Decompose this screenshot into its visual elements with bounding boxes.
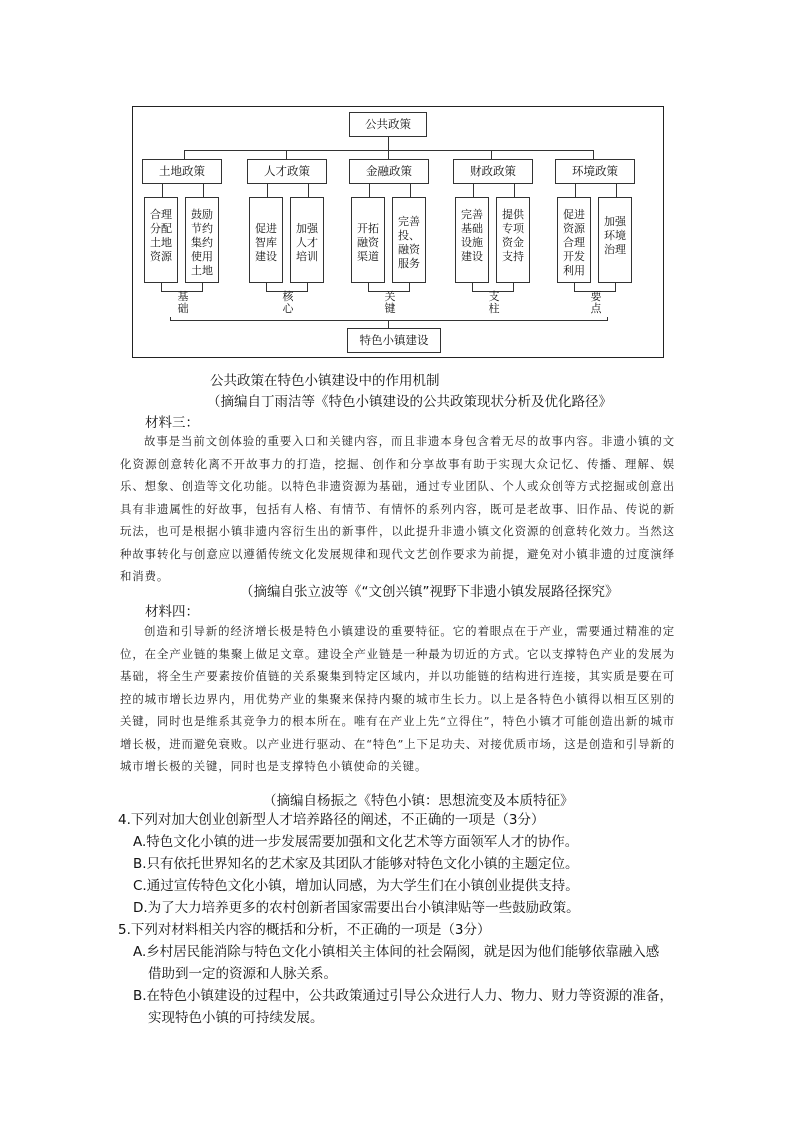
material3-title: 材料三：: [145, 415, 199, 431]
diagram-caption: 公共政策在特色小镇建设中的作用机制: [210, 373, 440, 389]
q5-option-a-line1: A.乡村居民能消除与特色文化小镇相关主体间的社会隔阂，就是因为他们能够依靠融入感: [133, 944, 660, 960]
category-role: 核心: [282, 290, 294, 315]
category-label: 金融政策: [349, 159, 429, 184]
material4-text: 创造和引导新的经济增长极是特色小镇建设的重要特征。它的着眼点在于产业，需要通过精准的定位，在全产业链的集聚上做足文章。建设全产业链是一种最为切近的方式。它以支撑特色产业的发展为基础，将全生产要素按价值链的关系聚集到特定区域内，并以功能链的结构进行连接，其实质是要在可控的城市增长边界内，用优势产业的集聚来保持内聚的城市生长力。以上是各特色小镇得以相互区别的关键，同时也是维系其竞争力的根本所在。唯有在产业上先“立得住”，特色小镇才可能创造出新的城市增长极，进而避免衰败。以产业进行驱动、在“特色”上下足功夫、对接优质市场，这是创造和引导新的城市增长极的关键，同时也是支撑特色小镇使命的关键。: [120, 624, 675, 773]
diagram-top-box: 公共政策: [349, 112, 427, 137]
question-4: 4.下列对加大创业创新型人才培养路径的阐述，不正确的一项是（3分）: [118, 812, 545, 828]
policy-diagram: [132, 106, 664, 358]
diagram-source: （摘编自丁雨洁等《特色小镇建设的公共政策现状分析及优化路径》: [207, 394, 612, 410]
category-label: 人才政策: [247, 159, 327, 184]
category-item: 开拓融资渠道: [351, 197, 385, 283]
category-item: 加强人才培训: [290, 197, 324, 283]
category-role: 关键: [384, 290, 396, 315]
question-5: 5.下列对材料相关内容的概括和分析，不正确的一项是（3分）: [118, 922, 491, 938]
q4-option-d: D.为了大力培养更多的农村创新者国家需要出台小镇津贴等一些鼓励政策。: [133, 900, 580, 916]
q5-option-b-line2: 实现特色小镇的可持续发展。: [148, 1010, 324, 1026]
category-label: 财政政策: [453, 159, 533, 184]
material3-source: （摘编自张立波等《“文创兴镇”视野下非遗小镇发展路径探究》: [240, 584, 619, 600]
category-item: 加强环境治理: [598, 197, 632, 283]
category-label: 土地政策: [142, 159, 222, 184]
material3-text: 故事是当前文创体验的重要入口和关键内容，而且非遗本身包含着无尽的故事内容。非遗小镇的文化资源创意转化离不开故事力的打造，挖掘、创作和分享故事有助于实现大众记忆、传播、理解、娱乐、想象、创造等文化功能。以特色非遗资源为基础，通过专业团队、个人或众创等方式挖掘或创意出具有非遗属性的好故事，包括有人格、有情节、有情怀的系列内容，既可是老故事、旧作品、传说的新玩法，也可是根据小镇非遗内容衍生出的新事件，以此提升非遗小镇文化资源的创意转化效力。当然这种故事转化与创意应以遵循传统文化发展规律和现代文艺创作要求为前提，避免对小镇非遗的过度演绎和消费。: [120, 434, 675, 583]
diagram-bottom-box: 特色小镇建设: [347, 328, 441, 353]
category-role: 基础: [177, 290, 189, 315]
category-item: 完善基础设施建设: [455, 197, 489, 283]
q4-option-c: C.通过宣传特色文化小镇，增加认同感，为大学生们在小镇创业提供支持。: [133, 878, 579, 894]
category-role: 支柱: [488, 290, 500, 315]
q4-option-b: B.只有依托世界知名的艺术家及其团队才能够对特色文化小镇的主题定位。: [133, 856, 579, 872]
category-item: 促进资源合理开发利用: [557, 197, 591, 283]
category-item: 鼓励节约集约使用土地: [185, 197, 219, 283]
category-item: 合理分配土地资源: [144, 197, 178, 283]
category-item: 促进智库建设: [249, 197, 283, 283]
category-role: 要点: [590, 290, 602, 315]
material4-source: （摘编自杨振之《特色小镇：思想流变及本质特征》: [263, 793, 574, 809]
category-item: 提供专项资金支持: [496, 197, 530, 283]
material4-title: 材料四：: [145, 604, 199, 620]
q5-option-a-line2: 借助到一定的资源和人脉关系。: [148, 966, 337, 982]
q4-option-a: A.特色文化小镇的进一步发展需要加强和文化艺术等方面领军人才的协作。: [133, 834, 579, 850]
category-item: 完善投、融资服务: [392, 197, 426, 283]
q5-option-b-line1: B.在特色小镇建设的过程中，公共政策通过引导公众进行人力、物力、财力等资源的准备，: [133, 988, 674, 1004]
category-label: 环境政策: [555, 159, 635, 184]
